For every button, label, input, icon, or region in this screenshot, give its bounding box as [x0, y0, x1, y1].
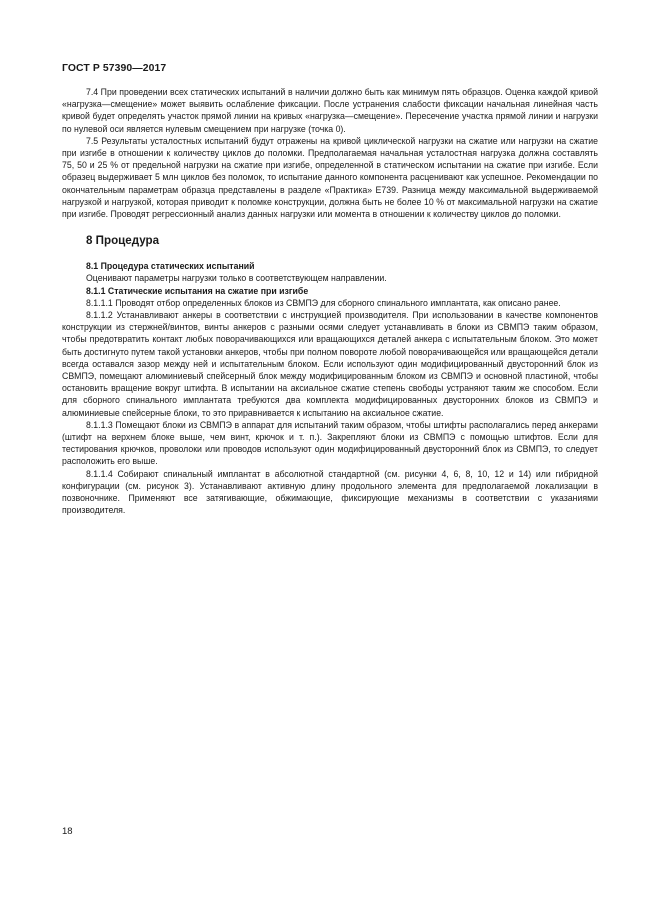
- paragraph-8-1-1-4: 8.1.1.4 Собирают спинальный имплантат в абсолютной стандартной (см. рисунки 4, 6, 8, 10, 12 и 14) или гибридной конфигурации (см. рисунок 3). Устанавливают активную длину продольного элемента для предполагаемой локализации в позвоночнике. Применяют все затягивающие, обжимающие, фиксирующие механизмы в соответствии с указаниями производителя.: [62, 468, 598, 516]
- paragraph-7-5: 7.5 Результаты усталостных испытаний будут отражены на кривой циклической нагрузки на сжатие или нагрузки на сжатие при изгибе в отношении к количеству циклов до поломки. Предполагаемая начальная усталостная нагрузка должна составлять 75, 50 и 25 % от предельной нагрузки на сжатие при изгибе, определенной в статическом испытании на сжатие при изгибе. Если образец выдерживает 5 млн циклов без поломок, то испытание данного компонента расценивают как успешное. Рекомендации по окончательным параметрам образца представлены в разделе «Практика» E739. Разница между максимальной выдерживаемой нагрузкой и нагрузкой, которая приводит к поломке конструкции, должна быть не более 10 % от максимальной нагрузки на сжатие при изгибе. Проводят регрессионный анализ данных нагрузки или момента в отношении к количеству циклов до поломки.: [62, 135, 598, 220]
- paragraph-7-4: 7.4 При проведении всех статических испытаний в наличии должно быть как минимум пять образцов. Оценка каждой кривой «нагрузка—смещение» может выявить ослабление фиксации. После устранения слабости фиксации начальная линейная часть кривой будет определять участок прямой линии на кривых «нагрузка—смещение». Пересечение участка прямой линии и нагрузки по нулевой оси является нулевым смещением при нагрузке (точка 0).: [62, 87, 598, 134]
- page-number: 18: [62, 826, 73, 837]
- subsection-8-1-title: 8.1 Процедура статических испытаний: [86, 261, 255, 272]
- paragraph-8-1-text: Оценивают параметры нагрузки только в соответствующем направлении.: [86, 273, 387, 284]
- section-8-title: 8 Процедура: [86, 234, 160, 248]
- subsection-8-1-1-title: 8.1.1 Статические испытания на сжатие при изгибе: [86, 285, 309, 296]
- document-body: [62, 86, 598, 517]
- paragraph-8-1-1-1: 8.1.1.1 Проводят отбор определенных блоков из СВМПЭ для сборного спинального имплантата, как описано ранее.: [86, 297, 561, 308]
- paragraph-8-1-1-2: 8.1.1.2 Устанавливают анкеры в соответствии с инструкцией производителя. При использовании в качестве компонентов конструкции из стержней/винтов, винты анкеров с разными осями следует устанавливать в блоки из СВМПЭ таким образом, чтобы предотвратить контакт любых поворачивающихся или вращающихся деталей анкера с испытательным блоком. Это может быть достигнуто путем такой установки анкеров, чтобы при полном повороте любой поворачивающейся или вращающейся детали всегда оставался зазор между ней и испытательным блоком. Если используют один модифицированный двусторонний блок из СВМПЭ, помещают алюминиевый спейсерный блок между модифицированным блоком из СВМПЭ и основной пластиной, чтобы остановить вращение вокруг штифта. В испытании на аксиальное сжатие степень свободы устраняют таким же способом. Если для сборного спинального имплантата требуются два комплекта модифицированных двусторонних блоков из СВМПЭ и алюминиевые спейсерные блоки, то это приравнивается к испытанию на аксиальное сжатие.: [62, 310, 598, 418]
- standard-header: ГОСТ Р 57390—2017: [62, 63, 167, 74]
- paragraph-8-1-1-3: 8.1.1.3 Помещают блоки из СВМПЭ в аппарат для испытаний таким образом, чтобы штифты располагались перед анкерами (штифт на верхнем блоке выше, чем винт, крючок и т. п.). Закрепляют блоки из СВМПЭ с помощью штифтов. Если для тестирования крючков, проволоки или проводов используют один модифицированный двусторонний блок из СВМПЭ, то следует расположить его выше.: [62, 419, 598, 467]
